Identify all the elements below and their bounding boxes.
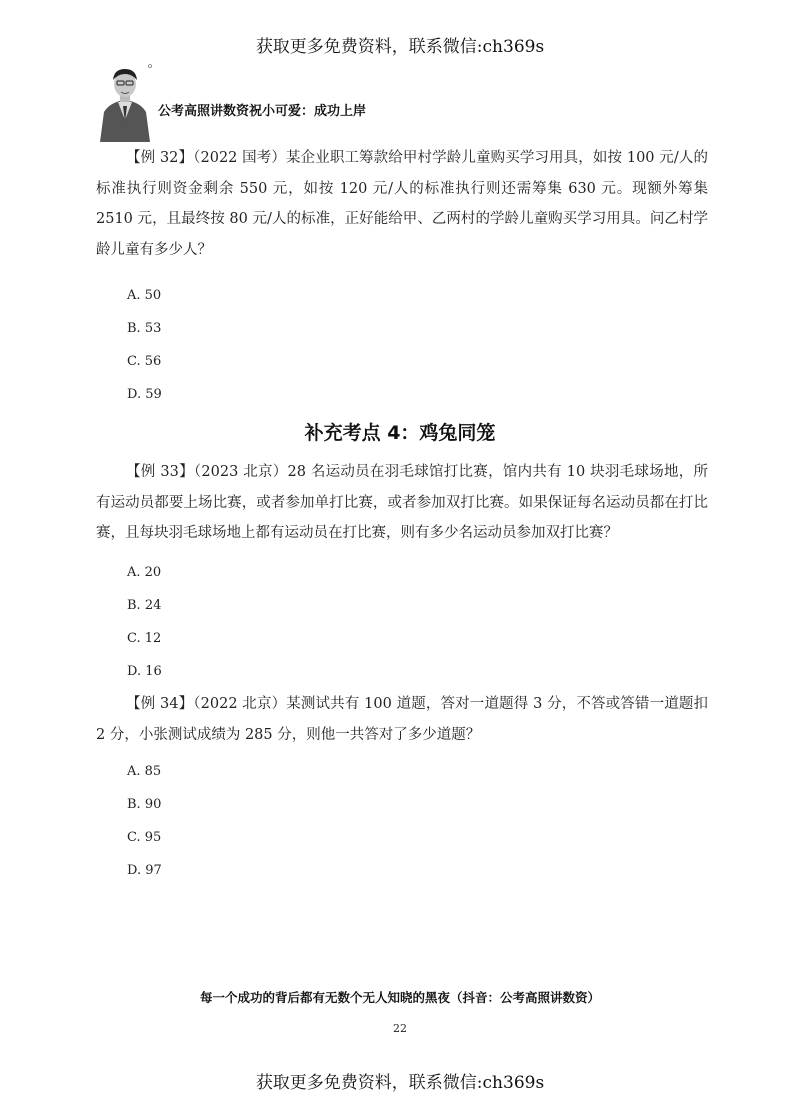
example-32-option-b: B. 53 — [127, 321, 162, 336]
example-32 — [96, 143, 708, 265]
example-33-option-d: D. 16 — [127, 664, 162, 679]
example-33-option-b: B. 24 — [127, 598, 162, 613]
example-32-text: 【例 32】（2022 国考）某企业职工筹款给甲村学龄儿童购买学习用具，如按 100 元/人的标准执行则资金剩余 550 元，如按 120 元/人的标准执行则还需筹集 630 元。现额外筹集 2510 元，且最终按 80 元/人的标准，正好能给甲、乙两村的学龄儿童购买学习用具。问乙村学龄儿童有多少人？ — [96, 150, 708, 258]
header-title: 公考高照讲数资祝小可爱：成功上岸 — [158, 104, 367, 119]
person-icon — [96, 62, 154, 142]
watermark-top: 获取更多免费资料，联系微信:ch369s — [255, 37, 545, 57]
example-33 — [96, 457, 708, 549]
example-33-option-a: A. 20 — [127, 565, 162, 580]
example-32-option-d: D. 59 — [127, 387, 162, 402]
example-34 — [96, 689, 708, 750]
watermark-bottom: 获取更多免费资料，联系微信:ch369s — [255, 1073, 545, 1093]
header — [96, 62, 716, 144]
example-34-option-a: A. 85 — [127, 764, 162, 779]
example-33-option-c: C. 12 — [127, 631, 162, 646]
example-33-text: 【例 33】（2023 北京）28 名运动员在羽毛球馆打比赛，馆内共有 10 块羽毛球场地，所有运动员都要上场比赛，或者参加单打比赛，或者参加双打比赛。如果保证每名运动员都在打比赛，且每块羽毛球场地上都有运动员在打比赛，则有多少名运动员参加双打比赛？ — [96, 464, 708, 541]
footer-slogan: 每一个成功的背后都有无数个无人知晓的黑夜（抖音：公考高照讲数资） — [199, 990, 600, 1005]
example-34-text: 【例 34】（2022 北京）某测试共有 100 道题，答对一道题得 3 分，不答或答错一道题扣 2 分，小张测试成绩为 285 分，则他一共答对了多少道题？ — [96, 696, 708, 743]
example-32-option-a: A. 50 — [127, 288, 162, 303]
avatar — [96, 62, 154, 142]
page-number: 22 — [393, 1022, 407, 1035]
example-32-option-c: C. 56 — [127, 354, 162, 369]
example-34-option-d: D. 97 — [127, 863, 162, 878]
example-34-option-c: C. 95 — [127, 830, 162, 845]
section-title: 补充考点 4：鸡兔同笼 — [304, 422, 496, 444]
example-34-option-b: B. 90 — [127, 797, 162, 812]
